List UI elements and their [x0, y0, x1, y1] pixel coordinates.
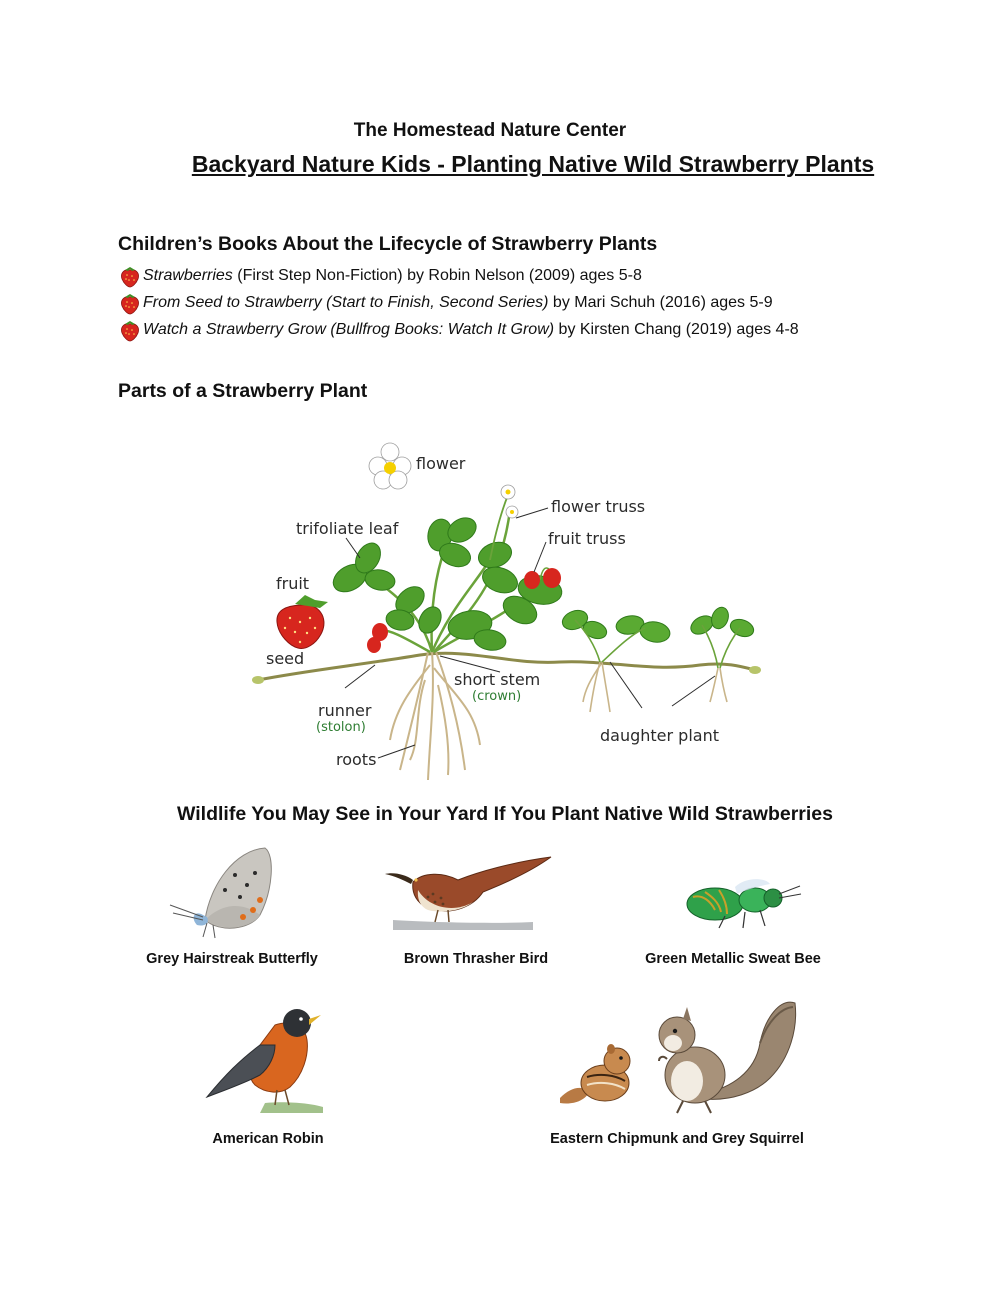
- book-title: Strawberries: [143, 266, 233, 284]
- large-flower: [369, 443, 411, 489]
- butterfly-illustration: [165, 845, 280, 940]
- robin-illustration: [205, 1005, 330, 1115]
- book-text: [143, 294, 773, 312]
- caption-chipmunk-squirrel: Eastern Chipmunk and Grey Squirrel: [550, 1131, 804, 1147]
- strawberry-plant-diagram: [250, 440, 770, 785]
- book-item: [118, 262, 938, 289]
- runner-tip: [252, 676, 264, 684]
- fruit-illustration: [277, 595, 328, 648]
- book-item: [118, 289, 938, 316]
- small-flower: [501, 485, 518, 518]
- label-flower: flower: [416, 454, 466, 473]
- book-title: From Seed to Strawberry (Start to Finish, Second Series): [143, 293, 549, 311]
- caption-thrasher: Brown Thrasher Bird: [403, 951, 549, 967]
- organization-name: The Homestead Nature Center: [353, 120, 627, 141]
- chipmunk-squirrel-illustration: [555, 993, 800, 1118]
- page-title-text: Backyard Nature Kids - Planting Native Wild Strawberry Plants: [191, 151, 875, 177]
- label-roots: roots: [336, 750, 377, 769]
- label-trifoliate-leaf: trifoliate leaf: [296, 519, 399, 538]
- chipmunk: [560, 1044, 630, 1104]
- book-list: [118, 262, 938, 343]
- daughter-roots: [583, 662, 727, 712]
- thrasher-illustration: [383, 852, 555, 932]
- book-item: [118, 316, 938, 343]
- label-crown: (crown): [472, 689, 522, 704]
- caption-sweat-bee: Green Metallic Sweat Bee: [645, 951, 821, 967]
- books-heading: Children’s Books About the Lifecycle of Strawberry Plants: [118, 233, 658, 255]
- label-fruit-truss: fruit truss: [548, 529, 626, 548]
- book-details: by Mari Schuh (2016) ages 5-9: [548, 293, 773, 311]
- label-flower-truss: flower truss: [551, 497, 646, 516]
- page-title: [130, 151, 936, 178]
- parts-heading: Parts of a Strawberry Plant: [118, 380, 368, 402]
- caption-butterfly: Grey Hairstreak Butterfly: [146, 951, 318, 967]
- book-text: [143, 267, 642, 285]
- strawberry-icon: [118, 291, 142, 315]
- book-text: [143, 321, 799, 339]
- runner-tip: [749, 666, 761, 674]
- strawberry-icon: [118, 264, 142, 288]
- label-stolon: (stolon): [316, 720, 366, 735]
- sweat-bee-illustration: [675, 872, 805, 932]
- strawberry-icon: [118, 318, 142, 342]
- label-fruit: fruit: [276, 574, 310, 593]
- wildlife-heading: Wildlife You May See in Your Yard If You Plant Native Wild Strawberries: [177, 803, 833, 825]
- book-details: (First Step Non-Fiction) by Robin Nelson (2009) ages 5-8: [232, 266, 642, 284]
- book-title: Watch a Strawberry Grow (Bullfrog Books: Watch It Grow): [143, 320, 555, 338]
- book-details: by Kirsten Chang (2019) ages 4-8: [554, 320, 799, 338]
- label-seed: seed: [266, 649, 305, 668]
- label-runner: runner: [318, 701, 372, 720]
- caption-robin: American Robin: [212, 1131, 324, 1147]
- squirrel: [659, 1002, 796, 1113]
- label-short-stem: short stem: [454, 670, 541, 689]
- label-daughter-plant: daughter plant: [600, 726, 719, 745]
